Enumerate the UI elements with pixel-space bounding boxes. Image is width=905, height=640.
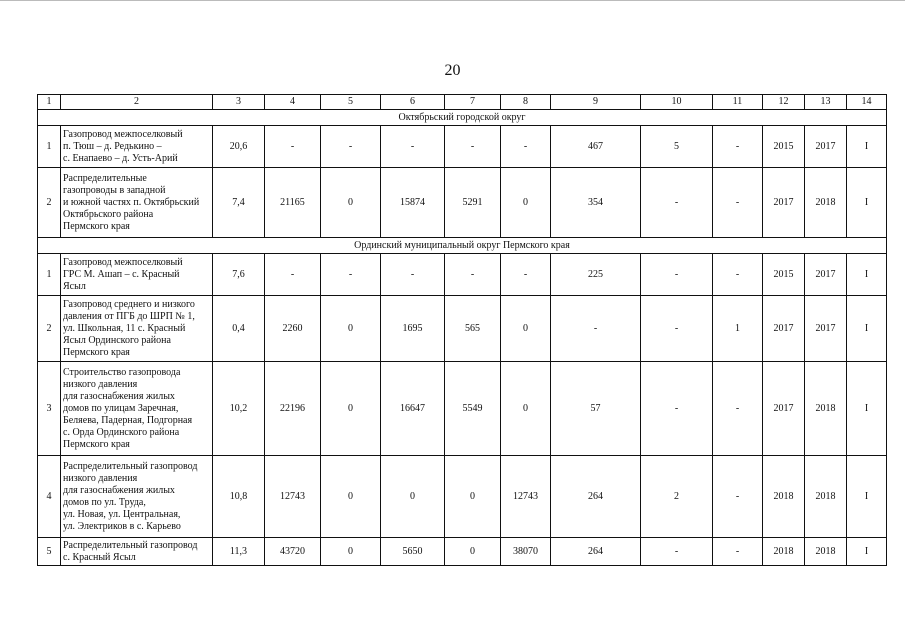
value-cell: 5549 xyxy=(445,362,501,456)
value-cell: 2017 xyxy=(763,362,805,456)
value-cell: - xyxy=(641,296,713,362)
value-cell: - xyxy=(321,254,381,296)
value-cell: 12743 xyxy=(265,456,321,538)
value-cell: - xyxy=(381,126,445,168)
value-cell: 2260 xyxy=(265,296,321,362)
value-cell: 0 xyxy=(321,456,381,538)
value-cell: - xyxy=(641,168,713,238)
value-cell: 2018 xyxy=(805,538,847,566)
value-cell: 2017 xyxy=(805,296,847,362)
column-number: 6 xyxy=(381,95,445,110)
value-cell: 565 xyxy=(445,296,501,362)
value-cell: 0 xyxy=(321,168,381,238)
value-cell: 5 xyxy=(641,126,713,168)
value-cell: - xyxy=(321,126,381,168)
value-cell: 2018 xyxy=(763,456,805,538)
column-number: 1 xyxy=(38,95,61,110)
value-cell: - xyxy=(265,254,321,296)
column-number: 8 xyxy=(501,95,551,110)
object-name-cell: Строительство газопровода низкого давления для газоснабжения жилых домов по улицам Заречная, Беляева, Падерная, Подгорная с. Орда Ординского района Пермского края xyxy=(61,362,213,456)
value-cell: 5650 xyxy=(381,538,445,566)
value-cell: 2017 xyxy=(805,126,847,168)
value-cell: I xyxy=(847,168,887,238)
value-cell: 2017 xyxy=(805,254,847,296)
value-cell: 0 xyxy=(321,296,381,362)
value-cell: 15874 xyxy=(381,168,445,238)
value-cell: 225 xyxy=(551,254,641,296)
value-cell: 12743 xyxy=(501,456,551,538)
header-row xyxy=(38,95,887,110)
table-row xyxy=(38,456,887,538)
value-cell: 2 xyxy=(38,168,61,238)
object-name-cell: Распределительные газопроводы в западной и южной частях п. Октябрьский Октябрьского района Пермского края xyxy=(61,168,213,238)
table-row xyxy=(38,296,887,362)
table-row xyxy=(38,168,887,238)
value-cell: - xyxy=(501,126,551,168)
column-number: 2 xyxy=(61,95,213,110)
value-cell: I xyxy=(847,254,887,296)
page-top-edge xyxy=(0,0,905,3)
value-cell: 2 xyxy=(641,456,713,538)
value-cell: 2017 xyxy=(763,168,805,238)
value-cell: 0 xyxy=(381,456,445,538)
value-cell: 22196 xyxy=(265,362,321,456)
value-cell: 0 xyxy=(321,362,381,456)
value-cell: 20,6 xyxy=(213,126,265,168)
column-number: 14 xyxy=(847,95,887,110)
value-cell: 1 xyxy=(713,296,763,362)
column-number: 10 xyxy=(641,95,713,110)
value-cell: 0 xyxy=(501,296,551,362)
value-cell: - xyxy=(713,538,763,566)
value-cell: - xyxy=(501,254,551,296)
value-cell: - xyxy=(713,254,763,296)
value-cell: - xyxy=(641,254,713,296)
value-cell: 2018 xyxy=(805,362,847,456)
value-cell: - xyxy=(445,254,501,296)
value-cell: - xyxy=(713,168,763,238)
section-title: Октябрьский городской округ xyxy=(38,110,887,126)
value-cell: 2018 xyxy=(763,538,805,566)
value-cell: - xyxy=(445,126,501,168)
value-cell: 354 xyxy=(551,168,641,238)
value-cell: 264 xyxy=(551,538,641,566)
value-cell: 1695 xyxy=(381,296,445,362)
object-name-cell: Газопровод среднего и низкого давления от ПГБ до ШРП № 1, ул. Школьная, 11 с. Красный Ясыл Ординского района Пермского края xyxy=(61,296,213,362)
value-cell: I xyxy=(847,296,887,362)
column-number: 3 xyxy=(213,95,265,110)
section-row xyxy=(38,238,887,254)
value-cell: - xyxy=(381,254,445,296)
value-cell: 0 xyxy=(445,456,501,538)
value-cell: 11,3 xyxy=(213,538,265,566)
value-cell: - xyxy=(641,538,713,566)
value-cell: 3 xyxy=(38,362,61,456)
column-number: 12 xyxy=(763,95,805,110)
object-name-cell: Распределительный газопровод с. Красный Ясыл xyxy=(61,538,213,566)
table-row xyxy=(38,538,887,566)
value-cell: 0 xyxy=(445,538,501,566)
section-title: Ординский муниципальный округ Пермского края xyxy=(38,238,887,254)
value-cell: 264 xyxy=(551,456,641,538)
column-number: 13 xyxy=(805,95,847,110)
column-number: 4 xyxy=(265,95,321,110)
value-cell: 0,4 xyxy=(213,296,265,362)
object-name-cell: Распределительный газопровод низкого давления для газоснабжения жилых домов по ул. Труда, ул. Новая, ул. Центральная, ул. Электриков в с. Карьево xyxy=(61,456,213,538)
column-number: 7 xyxy=(445,95,501,110)
value-cell: - xyxy=(713,456,763,538)
value-cell: 2015 xyxy=(763,126,805,168)
value-cell: 2017 xyxy=(763,296,805,362)
table-row xyxy=(38,254,887,296)
value-cell: 467 xyxy=(551,126,641,168)
value-cell: 2018 xyxy=(805,456,847,538)
value-cell: 57 xyxy=(551,362,641,456)
object-name-cell: Газопровод межпоселковый ГРС М. Ашап – с. Красный Ясыл xyxy=(61,254,213,296)
column-number: 5 xyxy=(321,95,381,110)
column-number: 11 xyxy=(713,95,763,110)
value-cell: - xyxy=(641,362,713,456)
gas-pipeline-table xyxy=(37,94,887,566)
page-number: 20 xyxy=(444,62,461,79)
value-cell: 0 xyxy=(321,538,381,566)
value-cell: - xyxy=(713,362,763,456)
table-row xyxy=(38,126,887,168)
value-cell: I xyxy=(847,126,887,168)
value-cell: 1 xyxy=(38,254,61,296)
value-cell: 2018 xyxy=(805,168,847,238)
object-name-cell: Газопровод межпоселковый п. Тюш – д. Редькино – с. Енапаево – д. Усть-Арий xyxy=(61,126,213,168)
value-cell: 5 xyxy=(38,538,61,566)
value-cell: 10,8 xyxy=(213,456,265,538)
value-cell: 16647 xyxy=(381,362,445,456)
value-cell: - xyxy=(265,126,321,168)
value-cell: I xyxy=(847,538,887,566)
value-cell: 0 xyxy=(501,168,551,238)
value-cell: 2 xyxy=(38,296,61,362)
value-cell: 43720 xyxy=(265,538,321,566)
value-cell: 2015 xyxy=(763,254,805,296)
value-cell: - xyxy=(551,296,641,362)
value-cell: 7,4 xyxy=(213,168,265,238)
value-cell: 0 xyxy=(501,362,551,456)
value-cell: I xyxy=(847,456,887,538)
value-cell: 1 xyxy=(38,126,61,168)
column-number: 9 xyxy=(551,95,641,110)
value-cell: - xyxy=(713,126,763,168)
value-cell: 21165 xyxy=(265,168,321,238)
value-cell: 4 xyxy=(38,456,61,538)
table-row xyxy=(38,362,887,456)
value-cell: 38070 xyxy=(501,538,551,566)
value-cell: I xyxy=(847,362,887,456)
section-row xyxy=(38,110,887,126)
value-cell: 7,6 xyxy=(213,254,265,296)
value-cell: 10,2 xyxy=(213,362,265,456)
value-cell: 5291 xyxy=(445,168,501,238)
